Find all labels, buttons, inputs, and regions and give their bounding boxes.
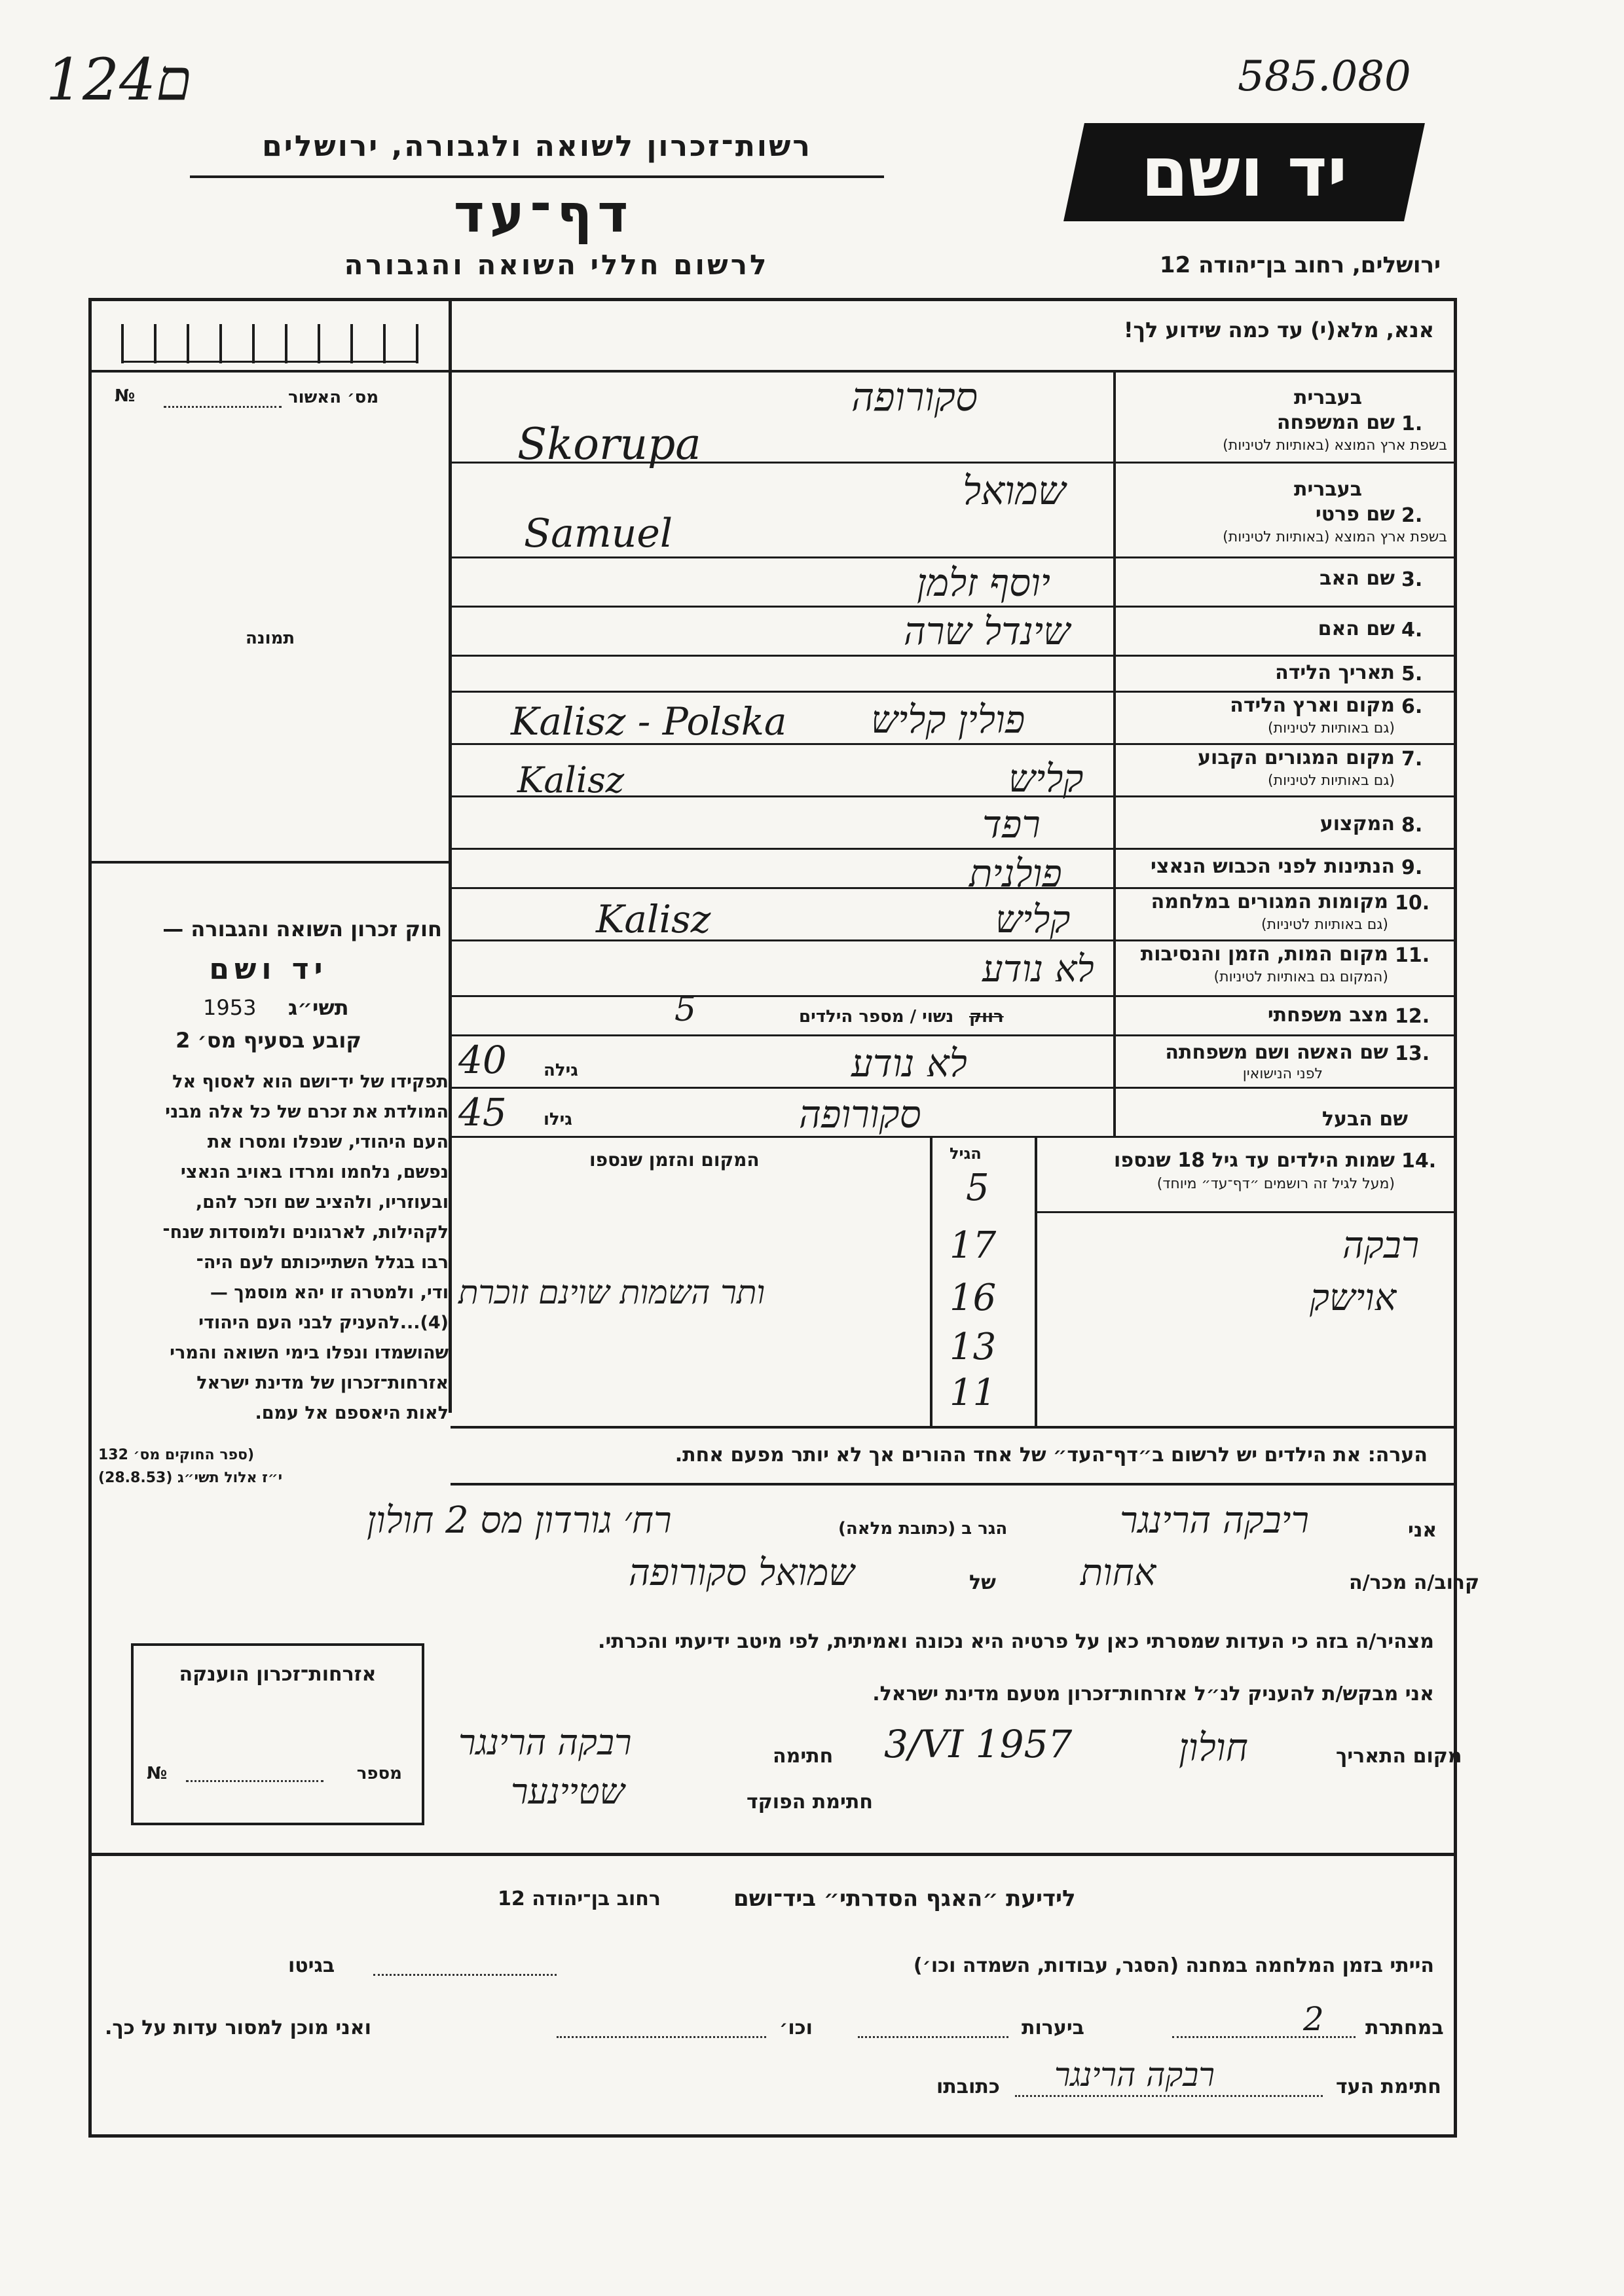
decl-officer-label: חתימת הפוקד [747, 1791, 873, 1813]
bottom-witness-label: חתימת העד [1336, 2075, 1441, 2098]
field13-value: לא נודע [851, 1041, 967, 1085]
law-line: שהושמדו ונפלו בימי השואה והמרי [170, 1343, 449, 1363]
decl-signature: רבקה הרינגר [458, 1722, 632, 1763]
children-bottom [451, 1426, 1455, 1429]
law-line: ודי, ולמטרה זו יהא מוסמך — [210, 1283, 449, 1303]
form-purpose: לרשום חללי השואה והגבורה [344, 249, 769, 281]
law-title: חוק זכרון השואה והגבורה — [162, 917, 442, 941]
children-header-divider [1035, 1211, 1454, 1213]
field6-latin-value: Kalisz - Polska [511, 699, 787, 744]
row-divider-13 [451, 1087, 1455, 1089]
header-address: ירושלים, רחוב בן־יהודה 12 [1159, 252, 1441, 278]
row-divider-9 [451, 887, 1455, 889]
bottom-q2-val: 2 [1303, 2000, 1324, 2038]
bottom-witness-line [1015, 2095, 1323, 2097]
bottom-q2-a: במחתרת [1365, 2016, 1444, 2039]
field7-label: מקום המגורים הקבוע [1198, 746, 1395, 769]
husband-label: שם הבעל [1321, 1108, 1408, 1131]
children-place-col: המקום והזמן שנספו [589, 1149, 760, 1171]
decl-statement: מצהיר/ה בזה כי העדות שמסרתי כאן על פרטיה היא נכונה ואמיתית, לפי מיטב ידיעתי והכרתי. [598, 1630, 1434, 1653]
decl-of-label: של [969, 1571, 996, 1594]
citizenship-box-line [186, 1780, 323, 1782]
bottom-q2-end: ואני מוכן למסור עדות על כך. [105, 2016, 371, 2039]
field1-latin-value: Skorupa [517, 419, 701, 469]
field3-label: שם האב [1320, 567, 1395, 590]
child-2-place: ותר השמות שוינם זוכרת [458, 1273, 766, 1311]
husband-age: 45 [458, 1090, 507, 1135]
field8-label: המקצוע [1320, 812, 1395, 835]
citizenship-box [131, 1643, 424, 1825]
decl-of-name: שמואל סקורופה [629, 1552, 855, 1594]
field2-latin-value: Samuel [524, 511, 673, 556]
field7-hebrew-value: קליש [1008, 756, 1084, 801]
field12-crossed: רווק [969, 1007, 1004, 1027]
child-2-name: אוישק [1310, 1277, 1397, 1319]
children-num: 14. [1401, 1150, 1437, 1173]
field12-children: 5 [674, 990, 697, 1029]
decl-place: חולון [1179, 1725, 1248, 1770]
field10-latin-value: Kalisz [596, 897, 711, 941]
field6-label: מקום וארץ הלידה [1230, 694, 1395, 717]
frame-top [88, 298, 1457, 301]
decl-declarant-name: ריבקה הרינגר [1120, 1499, 1309, 1542]
husband-age-label: גילו [544, 1110, 572, 1129]
field7-num: 7. [1401, 748, 1423, 771]
bottom-q1-end: בגיטו [288, 1954, 335, 1977]
field7-latin-value: Kalisz [517, 759, 625, 801]
decl-date: 3/VI 1957 [884, 1722, 1073, 1766]
bottom-q2-line-3 [557, 2036, 766, 2038]
field11-value: לא נודע [982, 948, 1094, 991]
law-line: לאות היאספם אל עמם. [255, 1403, 449, 1423]
frame-right [1454, 298, 1457, 2138]
photo-box-bottom [90, 861, 451, 864]
row-divider-3 [451, 606, 1455, 608]
field11-label: מקום המות, הזמן והנסיבות [1140, 943, 1388, 966]
field7-latin-note: (גם באותיות לטיניות) [1268, 773, 1395, 789]
field13-sub: לפני הנישואין [1242, 1066, 1323, 1082]
citizenship-box-number: מספר [356, 1764, 402, 1783]
child-2-age: 16 [950, 1277, 997, 1319]
field10-label: מקומות המגורים במלחמה [1151, 890, 1388, 913]
field2-origin-label: בשפת ארץ המוצא (באותיות לטיניות) [1223, 529, 1447, 545]
decl-request: אני מבקש/ת להעניק לנ״ל אזרחות־זכרון מטעם מדינת ישראל. [872, 1683, 1434, 1705]
field10-hebrew-value: קליש [995, 897, 1071, 941]
frame-left [88, 298, 92, 2138]
decl-signature-label: חתימה [773, 1745, 834, 1768]
field10-latin-note: (גם באותיות לטיניות) [1261, 917, 1388, 933]
approval-label: מס׳ האשור [288, 388, 379, 407]
field2-hebrew-value: שמואל [963, 468, 1066, 514]
husband-value: סקורופה [799, 1092, 921, 1137]
field12-num: 12. [1395, 1005, 1430, 1028]
field6-num: 6. [1401, 695, 1423, 718]
decl-resides-label: הגר ב (כתובת מלאה) [838, 1519, 1008, 1539]
left-row-divider-1 [90, 370, 1455, 373]
bottom-address: רחוב בן־יהודה 12 [498, 1887, 661, 1910]
field1-num: 1. [1401, 412, 1423, 435]
children-age-col: הגיל [950, 1144, 982, 1163]
children-sub: (מעל לגיל זה רושמים ״דף־עד״ מיוחד) [1156, 1176, 1395, 1192]
law-line: (4)...להעניק לבני העם היהודי [198, 1313, 449, 1333]
law-ref-1: (ספר החוקים מס׳ 132 [98, 1447, 255, 1463]
field10-num: 10. [1395, 892, 1430, 915]
field3-num: 3. [1401, 568, 1423, 591]
field1-label: שם המשפחה [1276, 411, 1395, 434]
field9-num: 9. [1401, 856, 1423, 879]
law-line: רבו בגלל השתייכותם לעם היה־ [196, 1252, 449, 1273]
law-name: יד ושם [209, 953, 328, 986]
citizenship-box-no: № [147, 1764, 168, 1783]
note-text: הערה: את הילדים יש לרשום ב״דף־העד״ של אחד ההורים אך לא יותר מפעם אחת. [674, 1444, 1428, 1467]
yad-vashem-logo [1063, 123, 1425, 221]
corner-note-right: 585.080 [1238, 52, 1411, 101]
field5-num: 5. [1401, 663, 1423, 685]
law-year-heb: תשי״ג [288, 995, 349, 1020]
children-col-age-right [1035, 1138, 1037, 1426]
law-text [98, 1067, 449, 1429]
law-line: תפקידו של יד־ושם הוא לאסוף אל [172, 1072, 449, 1092]
field2-label: שם פרטי [1315, 503, 1395, 526]
corner-note-left: 124ם [46, 46, 192, 113]
field13-num: 13. [1395, 1042, 1430, 1065]
law-line: אזרחות־זכרון של מדינת ישראל [196, 1373, 449, 1393]
authority-underline [190, 175, 884, 178]
decl-relation: אחות [1080, 1552, 1156, 1594]
child-1-age: 17 [950, 1224, 997, 1267]
field11-sub: (המקום גם באותיות לטיניות) [1213, 969, 1388, 985]
citizenship-box-title: אזרחות־זכרון הוענקה [179, 1663, 377, 1686]
decl-place-date-label: מקום התאריך [1336, 1745, 1462, 1768]
row-divider-4 [451, 655, 1455, 657]
field12-label: מצב משפחתי [1267, 1004, 1388, 1027]
field13-age-label: גילה [544, 1061, 578, 1080]
field1-origin-label: בשפת ארץ המוצא (באותיות לטיניות) [1223, 437, 1447, 454]
bottom-address-label: כתובתו [936, 2075, 1000, 2098]
law-line: המולדת את זכרם של כל אלה מבני [165, 1102, 449, 1122]
approval-line [164, 406, 282, 408]
field9-value: פולנית [969, 851, 1062, 896]
law-ref-2: י״ז אלול תשי״ג (28.8.53) [98, 1470, 283, 1486]
law-line: העם היהודי, שנפלו ומסרו את [207, 1132, 449, 1152]
row-divider-12 [451, 1034, 1455, 1036]
field8-num: 8. [1401, 814, 1423, 837]
field4-label: שם האם [1318, 617, 1395, 640]
frame-bottom [88, 2134, 1457, 2138]
field11-num: 11. [1395, 944, 1430, 967]
field2-num: 2. [1401, 504, 1423, 527]
field5-label: תאריך הלידה [1275, 661, 1395, 684]
field13-label: שם האשה ושם משפחתה [1165, 1041, 1388, 1064]
logo-text: יד ושם [1141, 132, 1348, 212]
decl-officer-signature: שטיינער [511, 1771, 625, 1812]
child-4-age: 11 [950, 1372, 997, 1414]
note-divider [451, 1483, 1455, 1485]
approval-no-label: № [115, 386, 136, 406]
children-total: 5 [966, 1167, 989, 1209]
bottom-q1-line [373, 1974, 557, 1976]
field2-hebrew-label: בעברית [1294, 478, 1362, 501]
row-divider-2 [451, 556, 1455, 558]
intro-text: אנא, מלא(י) עד כמה שידוע לך! [1123, 318, 1434, 342]
law-line: נפשם, נלחמו ומרדו באויב הנאצי [180, 1162, 449, 1182]
children-label: שמות הילדים עד גיל 18 שנספו [1114, 1149, 1395, 1172]
field6-latin-note: (גם באותיות לטיניות) [1268, 720, 1395, 737]
field1-hebrew-value: סקורופה [851, 374, 978, 420]
row-divider-5 [451, 691, 1455, 693]
field3-value: יוסף זלמן [917, 560, 1050, 605]
row-divider-11 [451, 995, 1455, 997]
authority-title: רשות־זכרון לשואה ולגבורה, ירושלים [262, 130, 812, 163]
child-3-age: 13 [950, 1326, 997, 1368]
bottom-q2-c: וכו׳ [779, 2016, 813, 2039]
field4-num: 4. [1401, 619, 1423, 642]
field1-hebrew-label: בעברית [1294, 386, 1362, 409]
row-divider-14 [451, 1136, 1455, 1138]
field8-value: רפד [982, 802, 1041, 847]
field6-hebrew-value: פולין קליש [871, 697, 1025, 742]
bottom-info: לידיעת ״האגף הסדרתי״ ביד־ושם [733, 1886, 1076, 1912]
decl-relation-label: קרוב/ה מכר/ה [1349, 1571, 1480, 1594]
row-divider-8 [451, 848, 1455, 850]
bottom-q2-line-2 [858, 2036, 1008, 2038]
law-line: לקהילות, לארגונים ולמוסדות שנח־ [162, 1222, 449, 1243]
photo-label: תמונה [246, 629, 295, 648]
bottom-q2-line-1 [1172, 2036, 1356, 2038]
decl-i-label: אני [1408, 1519, 1437, 1542]
children-col-age-left [930, 1138, 932, 1426]
field12-status: נשוי / מספר הילדים [799, 1007, 954, 1027]
child-1-name: רבקה [1342, 1224, 1420, 1267]
left-column-divider [449, 300, 452, 1413]
law-line: ובעוזריו, ולהציב שם וזכר להם, [195, 1192, 449, 1212]
bottom-witness-sig: רבקה הרינגר [1054, 2056, 1215, 2094]
tick-boxes [121, 324, 422, 363]
field9-label: הנתינות לפני הכבוש הנאצי [1151, 855, 1395, 878]
bottom-q1: הייתי בזמן המלחמה במחנה (הסגר, עבודות, השמדה וכו׳) [913, 1954, 1434, 1977]
law-section: קובע בסעיף מס׳ 2 [175, 1028, 361, 1053]
law-year-greg: 1953 [203, 995, 257, 1020]
bottom-q2-b: ביערות [1022, 2016, 1084, 2039]
field4-value: שינדל שרה [904, 609, 1071, 653]
form-name: דף־עד [453, 183, 634, 244]
label-column-divider [1113, 370, 1116, 1136]
decl-address: רח׳ גורדון מס 2 חולון [367, 1499, 672, 1542]
field13-age: 40 [458, 1038, 507, 1082]
bottom-section-divider [88, 1853, 1457, 1856]
